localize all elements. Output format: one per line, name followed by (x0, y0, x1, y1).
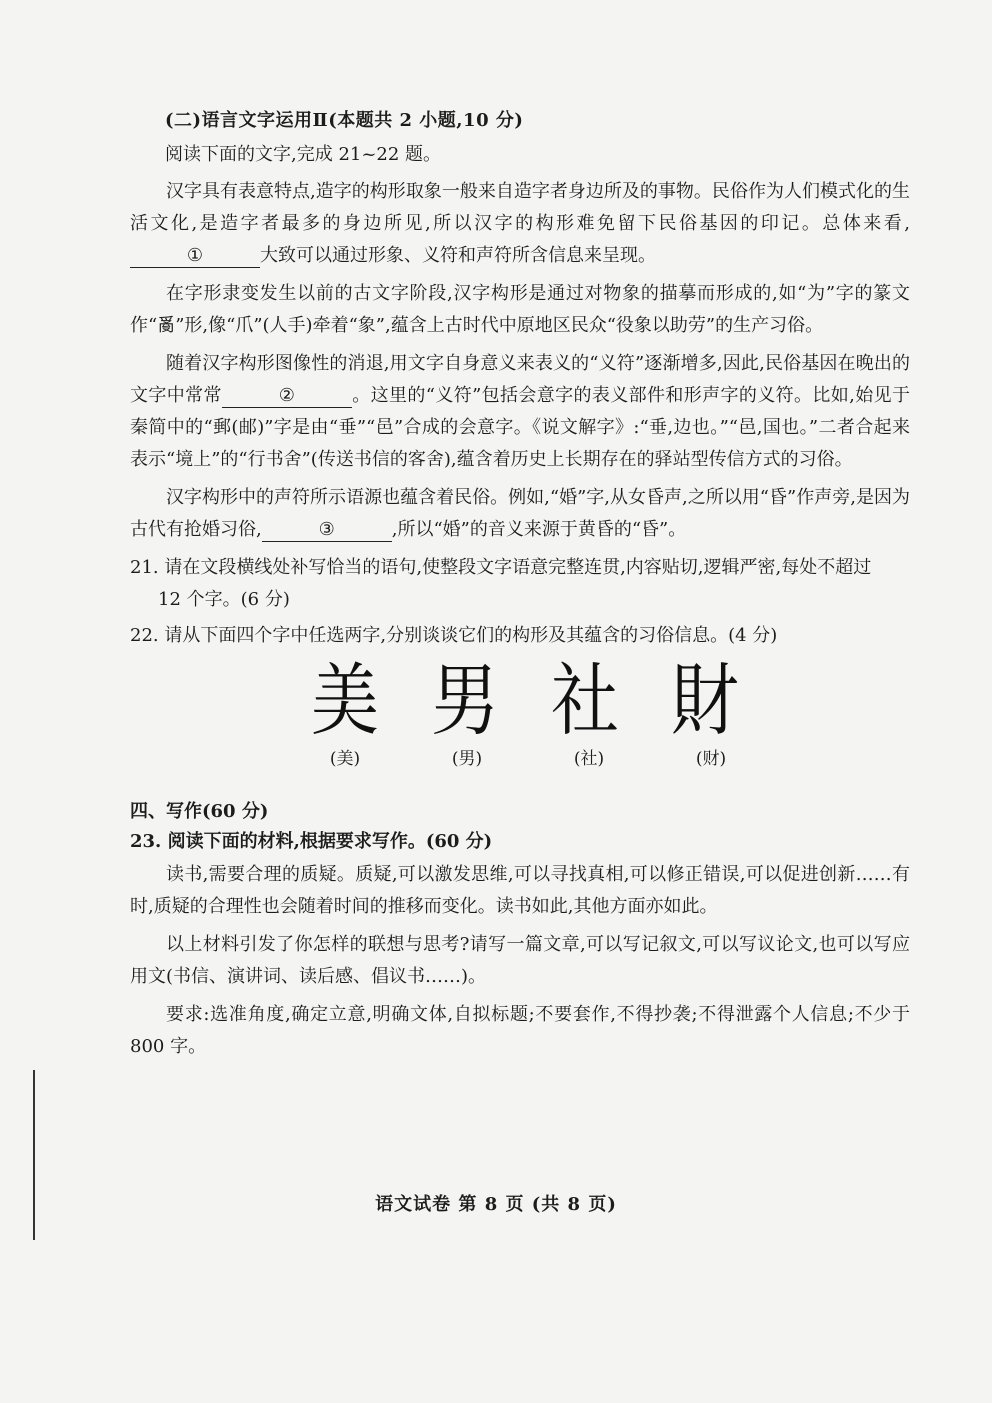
blank-number: ③ (318, 519, 335, 540)
passage-text: 汉字构形中的声符所示语源也蕴含着民俗。例如,“婚”字,从女昏声,之所以用“昏”作声旁,是因为古代有抢婚习俗, (130, 487, 910, 540)
passage-text: 大致可以通过形象、义符和声符所含信息来呈现。 (260, 245, 656, 266)
seal-glyph-cai: 財 (671, 656, 740, 747)
question-21-text: 21. 请在文段横线处补写恰当的语句,使整段文字语意完整连贯,内容贴切,逻辑严密,每处不超过 (130, 557, 872, 578)
fill-blank-1 (130, 245, 260, 268)
passage-paragraph-4 (130, 482, 910, 546)
blank-number: ① (186, 245, 204, 266)
passage-text: 汉字具有表意特点,造字的构形取象一般来自造字者身边所及的事物。民俗作为人们模式化的生活文化,是造字者最多的身边所见,所以汉字的构形难免留下民俗基因的印记。总体来看, (130, 181, 910, 234)
question-23: 23. 阅读下面的材料,根据要求写作。(60 分) (130, 831, 493, 852)
seal-label-mei: (美) (329, 749, 361, 769)
page-content (130, 100, 910, 1069)
passage-paragraph-3 (130, 348, 910, 476)
seal-glyph-mei: 美 (310, 656, 379, 747)
question-21 (130, 552, 910, 616)
section-instruction: 阅读下面的文字,完成 21~22 题。 (165, 144, 442, 165)
question-22: 22. 请从下面四个字中任选两字,分别谈谈它们的构形及其蕴含的习俗信息。(4 分) (130, 625, 778, 646)
question-21-text-cont: 12 个字。(6 分) (158, 589, 290, 610)
passage-paragraph-2: 在字形隶变发生以前的古文字阶段,汉字构形是通过对物象的描摹而形成的,如“为”字的篆文作“𤔔”形,像“爪”(人手)牵着“象”,蕴含上古时代中原地区民众“役象以助劳”的生产习俗。 (130, 283, 910, 336)
blank-number: ② (278, 385, 295, 406)
passage-text: 。这里的“义符”包括会意字的表义部件和形声字的义符。比如,始见于秦简中的“郵(邮)”字是由“垂”“邑”合成的会意字。《说文解字》:“垂,边也。”“邑,国也。”二者合起来表示“境上”的“行书舍”(传送书信的客舍),蕴含着历史上长期存在的驿站型传信方式的习俗。 (130, 385, 910, 470)
writing-prompt: 以上材料引发了你怎样的联想与思考?请写一篇文章,可以写记叙文,可以写议论文,也可以写应用文(书信、演讲词、读后感、倡议书……)。 (130, 934, 910, 987)
writing-material: 读书,需要合理的质疑。质疑,可以激发思维,可以寻找真相,可以修正错误,可以促进创新……有时,质疑的合理性也会随着时间的推移而变化。读书如此,其他方面亦如此。 (130, 864, 910, 917)
fill-blank-3 (262, 519, 392, 542)
writing-requirements: 要求:选准角度,确定立意,明确文体,自拟标题;不要套作,不得抄袭;不得泄露个人信息;不少于 800 字。 (130, 1004, 910, 1057)
seal-glyph-she: 社 (551, 656, 620, 747)
passage-text: 随着汉字构形图像性的消退,用文字自身意义来表义的“义符”逐渐增多,因此,民俗基因在晚出的文字中常常 (130, 353, 910, 406)
seal-glyph-nan: 男 (430, 656, 499, 747)
seal-label-she: (社) (573, 749, 605, 769)
seal-labels (130, 744, 910, 769)
seal-label-cai: (财) (695, 749, 727, 769)
page-footer: 语文试卷 第 8 页 (共 8 页) (375, 1194, 617, 1215)
seal-script-characters (130, 656, 910, 747)
seal-label-nan: (男) (451, 749, 483, 769)
part-4-title: 四、写作(60 分) (130, 801, 269, 822)
fill-blank-2 (222, 385, 352, 408)
passage-text: ,所以“婚”的音义来源于黄昏的“昏”。 (391, 519, 687, 540)
passage-paragraph-1 (130, 176, 910, 272)
section-title: (二)语言文字运用Ⅱ(本题共 2 小题,10 分) (165, 110, 524, 131)
